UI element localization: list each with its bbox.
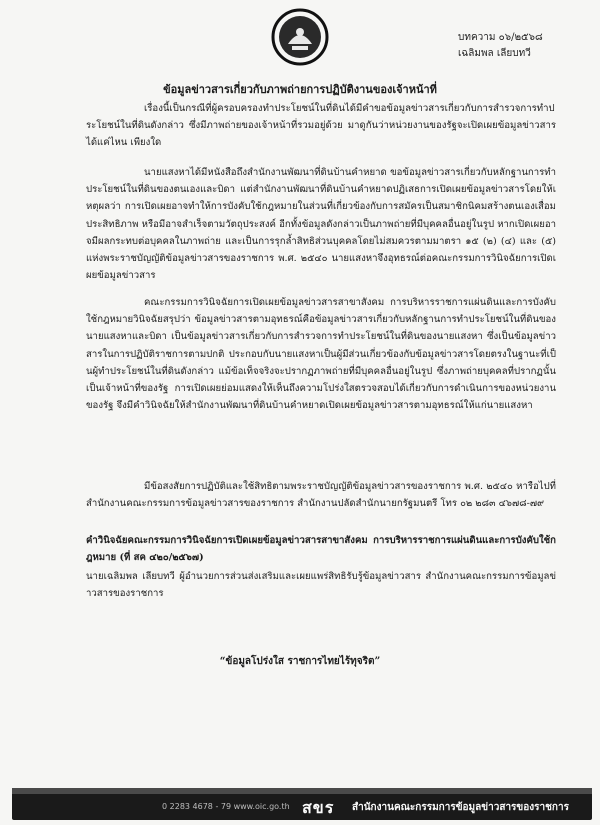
article-author: เฉลิมพล เลียบทวี — [458, 48, 531, 59]
footer-band — [12, 788, 592, 820]
paragraph-reference: คำวินิจฉัยคณะกรรมการวินิจฉัยการเปิดเผยข้อมูลข่าวสารสาขาสังคม การบริหารราชการแผ่นดินและการบังคับใช้กฎหมาย (ที่ สค ๔๒๐/๒๕๖๗) — [86, 535, 556, 564]
footer-contact: 0 2283 4678 - 79 www.oic.go.th — [162, 802, 290, 811]
garuda-emblem-icon — [270, 8, 330, 66]
footer-org-name: สำนักงานคณะกรรมการข้อมูลข่าวสารของราชการ — [352, 802, 569, 813]
article-number: บทความ ๐๖/๒๕๖๘ — [458, 32, 543, 43]
paragraph-decision: คณะกรรมการวินิจฉัยการเปิดเผยข้อมูลข่าวสารสาขาสังคม การบริหารราชการแผ่นดินและการบังคับใช้กฎหมายวินิจฉัยสรุปว่า ข้อมูลข่าวสารตามอุทธรณ์คือข้อมูลข่าวสารเกี่ยวกับหลักฐานการทำประโยชน์ในที่ดินของนายแสงหาและบิดา เป็นข้อมูลข่าวสารเกี่ยวกับการสำรวจการทำประโยชน์ในที่ดินของนายแสงหา ซึ่งเป็นข้อมูลข่าวสารในการปฏิบัติราชการตามปกติ ประกอบกับนายแสงหาเป็นผู้มีส่วนเกี่ยวข้องกับข้อมูลข่าวสารโดยตรงในฐานะที่เป็นผู้ทำประโยชน์ในที่ดินดังกล่าว แม้ข้อเท็จจริงจะปรากฏภาพถ่ายที่มีบุคคลอื่นอยู่ในรูป ซึ่งภาพถ่ายบุคคลที่ปรากฏนั้นเป็นเจ้าหน้าที่ของรัฐ การเปิดเผยย่อมแสดงให้เห็นถึงความโปร่งใสตรวจสอบได้เกี่ยวกับการดำเนินการของหน่วยงานของรัฐ จึงมีคำวินิจฉัยให้สำนักงานพัฒนาที่ดินบ้านคำหยาดเปิดเผยข้อมูลข่าวสารตามอุทธรณ์ให้แก่นายแสงหา — [86, 297, 556, 412]
page-title: ข้อมูลข่าวสารเกี่ยวกับภาพถ่ายการปฏิบัติงานของเจ้าหน้าที่ — [163, 83, 437, 96]
paragraph-facts: นายแสงหาได้มีหนังสือถึงสำนักงานพัฒนาที่ดินบ้านคำหยาด ขอข้อมูลข่าวสารเกี่ยวกับหลักฐานการทำประโยชน์ในที่ดินของตนเองและบิดา แต่สำนักงานพัฒนาที่ดินบ้านคำหยาดปฏิเสธการเปิดเผยข้อมูลข่าวสารโดยให้เหตุผลว่า การเปิดเผยอาจทำให้การบังคับใช้กฎหมายในส่วนที่เกี่ยวข้องกับการสมัครเป็นสมาชิกนิคมสร้างตนเองเสื่อมประสิทธิภาพ หรือมีอาจสำเร็จตามวัตถุประสงค์ อีกทั้งข้อมูลดังกล่าวเป็นภาพถ่ายที่มีบุคคลอื่นอยู่ในรูป หากเปิดเผยอาจมีผลกระทบต่อบุคคลในภาพถ่าย และเป็นการรุกล้ำสิทธิส่วนบุคคลโดยไม่สมควรตามมาตรา ๑๕ (๒) (๔) และ (๕) แห่งพระราชบัญญัติข้อมูลข่าวสารของราชการ พ.ศ. ๒๕๔๐ นายแสงหาจึงอุทธรณ์ต่อคณะกรรมการวินิจฉัยการเปิดเผยข้อมูลข่าวสาร — [86, 167, 556, 282]
paragraph-intro: เรื่องนี้เป็นกรณีที่ผู้ครอบครองทำประโยชน์ในที่ดินได้มีคำขอข้อมูลข่าวสารเกี่ยวกับการสำรวจการทำประโยชน์ในที่ดินดังกล่าว ซึ่งมีภาพถ่ายของเจ้าหน้าที่รวมอยู่ด้วย มาดูกันว่าหน่วยงานของรัฐจะเปิดเผยข้อมูลข่าวสารได้แค่ไหน เพียงใด — [86, 103, 556, 149]
oic-logo: สขร — [302, 798, 335, 817]
article-meta — [458, 30, 588, 62]
motto: “ข้อมูลโปร่งใส ราชการไทยไร้ทุจริต” — [219, 656, 381, 667]
footer-stripe — [12, 788, 592, 794]
paragraph-contact: มีข้อสงสัยการปฏิบัติและใช้สิทธิตามพระราชบัญญัติข้อมูลข่าวสารของราชการ พ.ศ. ๒๕๔๐ หารือไปที่สำนักงานคณะกรรมการข้อมูลข่าวสารของราชการ สำนักงานปลัดสำนักนายกรัฐมนตรี โทร ๐๒ ๒๘๓ ๔๖๗๘-๗๙ — [86, 481, 556, 510]
paragraph-author: นายเฉลิมพล เลียบทวี ผู้อำนวยการส่วนส่งเสริมและเผยแพร่สิทธิรับรู้ข้อมูลข่าวสาร สำนักงานคณะกรรมการข้อมูลข่าวสารของราชการ — [86, 571, 556, 600]
